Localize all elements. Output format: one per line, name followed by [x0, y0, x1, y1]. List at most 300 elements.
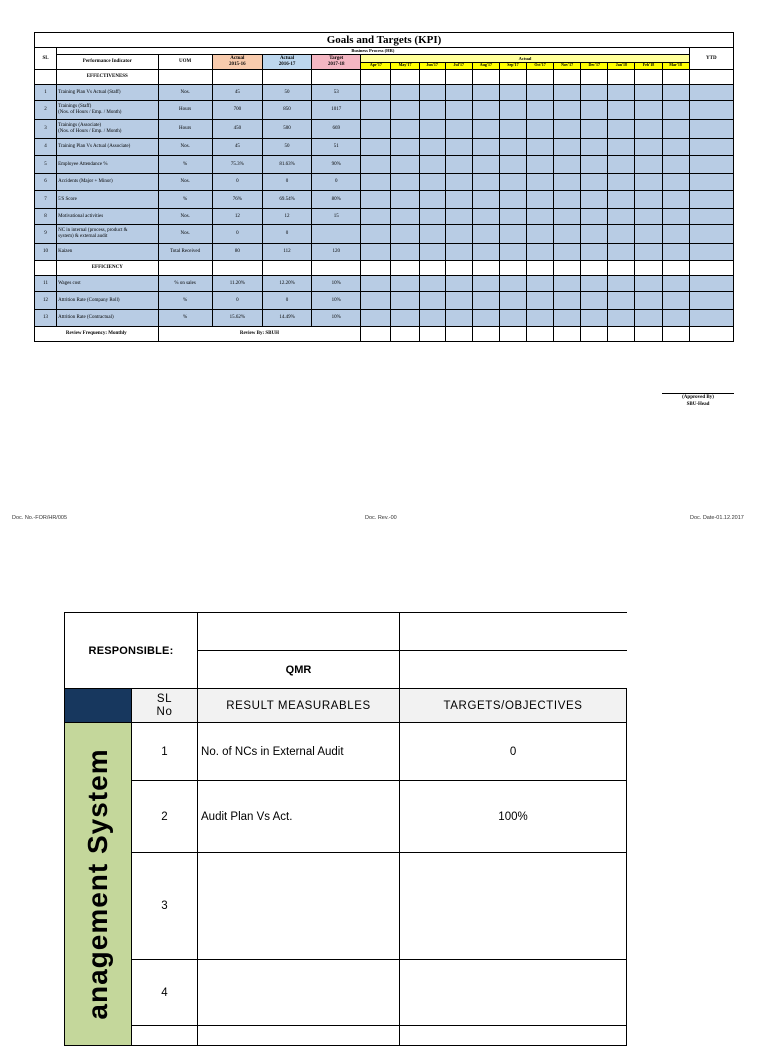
monthly-actual-cell	[361, 156, 391, 174]
monthly-actual-cell	[635, 310, 662, 327]
kpi-row	[35, 120, 734, 139]
kpi-target-1718: 120	[312, 244, 361, 261]
monthly-actual-cell	[635, 292, 662, 310]
monthly-actual-cell	[419, 85, 445, 101]
footer-blank-cell	[527, 327, 554, 342]
monthly-actual-cell	[419, 174, 445, 191]
section-blank-cell	[212, 70, 262, 85]
monthly-actual-cell	[662, 174, 689, 191]
section-sl-cell	[35, 261, 57, 276]
target-objective	[400, 853, 627, 960]
kpi-sl: 5	[35, 156, 57, 174]
footer-blank-cell	[581, 327, 608, 342]
monthly-actual-cell	[581, 225, 608, 244]
footer-blank-cell	[554, 327, 581, 342]
section-blank-cell	[635, 261, 662, 276]
target-1718-header: Target 2017-18	[312, 55, 361, 70]
monthly-actual-cell	[361, 139, 391, 156]
kpi-actual-1617: 14.49%	[262, 310, 311, 327]
kpi-row	[35, 101, 734, 120]
approved-by-label: (Approved By)	[682, 395, 714, 400]
month-header: Aug'17	[472, 62, 499, 70]
monthly-actual-cell	[581, 139, 608, 156]
responsible-label: RESPONSIBLE:	[65, 613, 198, 689]
kpi-sl: 7	[35, 191, 57, 209]
monthly-actual-cell	[527, 209, 554, 225]
business-process-label: Business Process (HR)	[57, 48, 690, 55]
monthly-actual-cell	[419, 310, 445, 327]
monthly-actual-cell	[581, 292, 608, 310]
kpi-uom: %	[158, 191, 212, 209]
monthly-actual-cell	[608, 209, 635, 225]
ytd-cell	[689, 101, 733, 120]
result-measurable	[198, 853, 400, 960]
monthly-actual-cell	[662, 85, 689, 101]
kpi-row	[35, 310, 734, 327]
monthly-actual-cell	[662, 191, 689, 209]
section-blank-cell	[158, 70, 212, 85]
blank-cell	[198, 1026, 400, 1046]
kpi-indicator: NC in internal (process, product & system) & external audit	[57, 225, 158, 244]
monthly-actual-cell	[445, 276, 472, 292]
ytd-cell	[689, 85, 733, 101]
kpi-table	[34, 32, 734, 342]
section-blank-cell	[312, 261, 361, 276]
monthly-actual-cell	[662, 225, 689, 244]
monthly-actual-cell	[391, 244, 419, 261]
monthly-actual-cell	[472, 276, 499, 292]
monthly-actual-cell	[608, 292, 635, 310]
monthly-actual-cell	[662, 276, 689, 292]
footer-blank-cell	[635, 327, 662, 342]
section-blank-cell	[554, 70, 581, 85]
monthly-actual-cell	[445, 244, 472, 261]
section-blank-cell	[662, 261, 689, 276]
monthly-actual-cell	[419, 244, 445, 261]
monthly-actual-cell	[499, 276, 526, 292]
monthly-actual-cell	[635, 174, 662, 191]
kpi-indicator: Employee Attendance %	[57, 156, 158, 174]
doc-revision: Doc. Rev.-00	[365, 515, 397, 521]
section-blank-cell	[689, 70, 733, 85]
kpi-target-1718: 10%	[312, 276, 361, 292]
result-measurables-header: RESULT MEASURABLES	[198, 689, 400, 723]
month-header: Nov'17	[554, 62, 581, 70]
monthly-actual-cell	[361, 191, 391, 209]
monthly-actual-cell	[445, 139, 472, 156]
indicator-header: Performance Indicator	[57, 55, 158, 70]
monthly-actual-cell	[391, 101, 419, 120]
monthly-actual-cell	[581, 310, 608, 327]
monthly-actual-cell	[472, 191, 499, 209]
monthly-actual-cell	[391, 120, 419, 139]
monthly-actual-cell	[391, 292, 419, 310]
monthly-actual-cell	[554, 120, 581, 139]
monthly-actual-cell	[581, 101, 608, 120]
responsible-name-cell	[198, 613, 400, 651]
efficiency-section-label: EFFICIENCY	[57, 261, 158, 276]
kpi-actual-1516: 0	[212, 225, 262, 244]
monthly-actual-cell	[391, 85, 419, 101]
monthly-actual-cell	[527, 276, 554, 292]
kpi-uom: Nos.	[158, 209, 212, 225]
monthly-actual-cell	[554, 225, 581, 244]
kpi-actual-1516: 700	[212, 101, 262, 120]
blank-cell	[400, 1026, 627, 1046]
kpi-sl: 13	[35, 310, 57, 327]
kpi-row	[35, 139, 734, 156]
kpi-uom: Nos.	[158, 85, 212, 101]
monthly-actual-cell	[554, 310, 581, 327]
kpi-uom: Hours	[158, 120, 212, 139]
kpi-sl: 1	[35, 85, 57, 101]
section-blank-cell	[662, 70, 689, 85]
monthly-actual-cell	[635, 139, 662, 156]
kpi-actual-1617: 12.20%	[262, 276, 311, 292]
monthly-actual-cell	[554, 209, 581, 225]
monthly-actual-cell	[527, 85, 554, 101]
ytd-cell	[689, 139, 733, 156]
monthly-actual-cell	[527, 244, 554, 261]
kpi-uom: Hours	[158, 101, 212, 120]
monthly-actual-cell	[419, 209, 445, 225]
monthly-actual-cell	[527, 310, 554, 327]
section-blank-cell	[262, 70, 311, 85]
monthly-actual-cell	[419, 101, 445, 120]
kpi-indicator: Accidents (Major + Minor)	[57, 174, 158, 191]
kpi-indicator: Training Plan Vs Actual (Staff)	[57, 85, 158, 101]
monthly-actual-cell	[662, 292, 689, 310]
monthly-actual-cell	[527, 139, 554, 156]
monthly-actual-cell	[472, 139, 499, 156]
section-blank-cell	[527, 70, 554, 85]
monthly-actual-cell	[419, 156, 445, 174]
responsibility-body	[65, 723, 627, 1046]
ytd-header: YTD	[689, 48, 733, 70]
kpi-sl: 6	[35, 174, 57, 191]
approved-by-block	[662, 393, 734, 408]
section-blank-cell	[391, 261, 419, 276]
measurable-sl: 1	[132, 723, 198, 781]
section-blank-cell	[312, 70, 361, 85]
section-blank-cell	[445, 70, 472, 85]
actual-month-group-header: Actual	[361, 55, 689, 63]
monthly-actual-cell	[499, 101, 526, 120]
monthly-actual-cell	[361, 276, 391, 292]
kpi-actual-1617: 50	[262, 85, 311, 101]
month-header: Jan'18	[608, 62, 635, 70]
kpi-indicator: Kaizen	[57, 244, 158, 261]
effectiveness-section-row	[35, 70, 734, 85]
monthly-actual-cell	[581, 85, 608, 101]
monthly-actual-cell	[635, 191, 662, 209]
kpi-target-1718: 669	[312, 120, 361, 139]
ytd-cell	[689, 209, 733, 225]
measurable-row	[65, 781, 627, 853]
section-blank-cell	[554, 261, 581, 276]
month-header: Dec'17	[581, 62, 608, 70]
target-objective	[400, 960, 627, 1026]
monthly-actual-cell	[391, 191, 419, 209]
result-measurable: Audit Plan Vs Act.	[198, 781, 400, 853]
monthly-actual-cell	[419, 139, 445, 156]
kpi-indicator: Trainings (Associate) (Nos. of Hours / Emp. / Month)	[57, 120, 158, 139]
ytd-cell	[689, 120, 733, 139]
monthly-actual-cell	[361, 225, 391, 244]
monthly-actual-cell	[554, 85, 581, 101]
section-blank-cell	[419, 261, 445, 276]
kpi-indicator: Wages cost	[57, 276, 158, 292]
monthly-actual-cell	[554, 292, 581, 310]
responsible-extra-cell	[400, 613, 627, 651]
kpi-actual-1516: 15.62%	[212, 310, 262, 327]
monthly-actual-cell	[554, 276, 581, 292]
monthly-actual-cell	[608, 85, 635, 101]
ytd-cell	[689, 292, 733, 310]
section-blank-cell	[689, 261, 733, 276]
monthly-actual-cell	[391, 139, 419, 156]
kpi-actual-1617: 500	[262, 120, 311, 139]
monthly-actual-cell	[499, 310, 526, 327]
kpi-actual-1617: 69.54%	[262, 191, 311, 209]
kpi-actual-1516: 0	[212, 174, 262, 191]
measurable-row	[65, 723, 627, 781]
monthly-actual-cell	[662, 156, 689, 174]
blank-cell	[132, 1026, 198, 1046]
responsibility-table	[64, 612, 627, 1046]
management-system-strip	[65, 723, 132, 1046]
monthly-actual-cell	[554, 101, 581, 120]
monthly-actual-cell	[662, 244, 689, 261]
monthly-actual-cell	[608, 156, 635, 174]
kpi-indicator: Training Plan Vs Actual (Associate)	[57, 139, 158, 156]
month-header: Jun'17	[419, 62, 445, 70]
review-footer-row	[35, 327, 734, 342]
kpi-title: Goals and Targets (KPI)	[35, 33, 734, 48]
monthly-actual-cell	[527, 156, 554, 174]
target-objective: 100%	[400, 781, 627, 853]
kpi-uom: Nos.	[158, 174, 212, 191]
kpi-row	[35, 244, 734, 261]
monthly-actual-cell	[472, 244, 499, 261]
section-blank-cell	[361, 70, 391, 85]
measurable-row	[65, 960, 627, 1026]
kpi-target-1718: 10%	[312, 310, 361, 327]
monthly-actual-cell	[635, 209, 662, 225]
kpi-row	[35, 156, 734, 174]
monthly-actual-cell	[662, 120, 689, 139]
result-measurable: No. of NCs in External Audit	[198, 723, 400, 781]
monthly-actual-cell	[581, 276, 608, 292]
monthly-actual-cell	[391, 156, 419, 174]
monthly-actual-cell	[419, 191, 445, 209]
kpi-actual-1516: 76%	[212, 191, 262, 209]
monthly-actual-cell	[608, 244, 635, 261]
monthly-actual-cell	[472, 310, 499, 327]
ytd-cell	[689, 244, 733, 261]
monthly-actual-cell	[554, 156, 581, 174]
monthly-actual-cell	[445, 209, 472, 225]
monthly-actual-cell	[445, 120, 472, 139]
kpi-row	[35, 191, 734, 209]
management-system-label: anagement System	[82, 748, 113, 1020]
monthly-actual-cell	[445, 191, 472, 209]
footer-blank-cell	[361, 327, 391, 342]
section-blank-cell	[499, 261, 526, 276]
monthly-actual-cell	[608, 139, 635, 156]
monthly-actual-cell	[608, 120, 635, 139]
monthly-actual-cell	[581, 174, 608, 191]
monthly-actual-cell	[581, 244, 608, 261]
monthly-actual-cell	[472, 209, 499, 225]
monthly-actual-cell	[499, 244, 526, 261]
monthly-actual-cell	[499, 191, 526, 209]
kpi-actual-1617: 12	[262, 209, 311, 225]
approver-role: SBU-Head	[686, 401, 710, 407]
doc-date: Doc. Date-01.12.2017	[690, 515, 744, 521]
kpi-sl: 11	[35, 276, 57, 292]
kpi-target-1718: 90%	[312, 156, 361, 174]
kpi-indicator: 5'S Score	[57, 191, 158, 209]
monthly-actual-cell	[662, 139, 689, 156]
monthly-actual-cell	[445, 292, 472, 310]
kpi-sl: 4	[35, 139, 57, 156]
section-blank-cell	[391, 70, 419, 85]
kpi-sl: 3	[35, 120, 57, 139]
kpi-row	[35, 85, 734, 101]
kpi-sl: 12	[35, 292, 57, 310]
kpi-actual-1516: 75.3%	[212, 156, 262, 174]
monthly-actual-cell	[554, 139, 581, 156]
kpi-actual-1617: 850	[262, 101, 311, 120]
monthly-actual-cell	[499, 120, 526, 139]
footer-blank-cell	[445, 327, 472, 342]
monthly-actual-cell	[472, 101, 499, 120]
kpi-target-1718	[312, 225, 361, 244]
section-blank-cell	[608, 261, 635, 276]
monthly-actual-cell	[608, 101, 635, 120]
ytd-cell	[689, 174, 733, 191]
monthly-actual-cell	[554, 244, 581, 261]
result-measurable	[198, 960, 400, 1026]
kpi-sl: 2	[35, 101, 57, 120]
monthly-actual-cell	[499, 139, 526, 156]
footer-blank-cell	[608, 327, 635, 342]
monthly-actual-cell	[527, 292, 554, 310]
kpi-sl: 8	[35, 209, 57, 225]
monthly-actual-cell	[391, 310, 419, 327]
monthly-actual-cell	[581, 191, 608, 209]
kpi-target-1718: 10%	[312, 292, 361, 310]
footer-blank-cell	[391, 327, 419, 342]
monthly-actual-cell	[499, 156, 526, 174]
kpi-target-1718: 53	[312, 85, 361, 101]
kpi-sl: 10	[35, 244, 57, 261]
kpi-row	[35, 225, 734, 244]
kpi-body	[35, 70, 734, 342]
monthly-actual-cell	[391, 276, 419, 292]
kpi-target-1718: 15	[312, 209, 361, 225]
kpi-actual-1617: 81.63%	[262, 156, 311, 174]
monthly-actual-cell	[635, 156, 662, 174]
measurable-row-partial	[65, 1026, 627, 1046]
monthly-actual-cell	[662, 209, 689, 225]
kpi-actual-1617: 0	[262, 225, 311, 244]
kpi-indicator: Trainings (Staff) (Nos. of Hours / Emp. / Month)	[57, 101, 158, 120]
measurable-row	[65, 853, 627, 960]
month-header: May'17	[391, 62, 419, 70]
section-sl-cell	[35, 70, 57, 85]
ytd-cell	[689, 191, 733, 209]
kpi-actual-1516: 0	[212, 292, 262, 310]
kpi-row	[35, 276, 734, 292]
monthly-actual-cell	[608, 276, 635, 292]
actual-1516-header: Actual 2015-16	[212, 55, 262, 70]
kpi-actual-1516: 45	[212, 139, 262, 156]
monthly-actual-cell	[499, 209, 526, 225]
monthly-actual-cell	[635, 120, 662, 139]
monthly-actual-cell	[608, 310, 635, 327]
section-blank-cell	[608, 70, 635, 85]
doc-number: Doc. No.-FOR/HR/005	[12, 515, 68, 521]
kpi-target-1718: 80%	[312, 191, 361, 209]
section-blank-cell	[361, 261, 391, 276]
kpi-actual-1617: 0	[262, 174, 311, 191]
kpi-actual-1516: 45	[212, 85, 262, 101]
monthly-actual-cell	[472, 156, 499, 174]
section-blank-cell	[472, 261, 499, 276]
month-header: Mar'18	[662, 62, 689, 70]
month-header: Apr'17	[361, 62, 391, 70]
monthly-actual-cell	[445, 225, 472, 244]
kpi-row	[35, 209, 734, 225]
monthly-actual-cell	[472, 174, 499, 191]
kpi-target-1718: 51	[312, 139, 361, 156]
monthly-actual-cell	[391, 209, 419, 225]
kpi-actual-1617: 112	[262, 244, 311, 261]
monthly-actual-cell	[361, 310, 391, 327]
monthly-actual-cell	[472, 225, 499, 244]
monthly-actual-cell	[581, 156, 608, 174]
kpi-target-1718: 0	[312, 174, 361, 191]
footer-blank-cell	[689, 327, 733, 342]
monthly-actual-cell	[662, 310, 689, 327]
kpi-uom: %	[158, 310, 212, 327]
kpi-actual-1617: 0	[262, 292, 311, 310]
monthly-actual-cell	[554, 174, 581, 191]
qmr-cell: QMR	[198, 651, 400, 689]
monthly-actual-cell	[635, 101, 662, 120]
kpi-indicator: Attrition Rate (Company Roll)	[57, 292, 158, 310]
section-blank-cell	[262, 261, 311, 276]
monthly-actual-cell	[499, 85, 526, 101]
footer-blank-cell	[499, 327, 526, 342]
monthly-actual-cell	[445, 85, 472, 101]
footer-blank-cell	[419, 327, 445, 342]
monthly-actual-cell	[554, 191, 581, 209]
kpi-row	[35, 174, 734, 191]
monthly-actual-cell	[391, 174, 419, 191]
sl-header: SL	[35, 48, 57, 70]
kpi-uom: Nos.	[158, 139, 212, 156]
kpi-uom: %	[158, 292, 212, 310]
section-blank-cell	[581, 261, 608, 276]
target-objective: 0	[400, 723, 627, 781]
monthly-actual-cell	[499, 225, 526, 244]
section-blank-cell	[445, 261, 472, 276]
section-blank-cell	[581, 70, 608, 85]
monthly-actual-cell	[472, 292, 499, 310]
